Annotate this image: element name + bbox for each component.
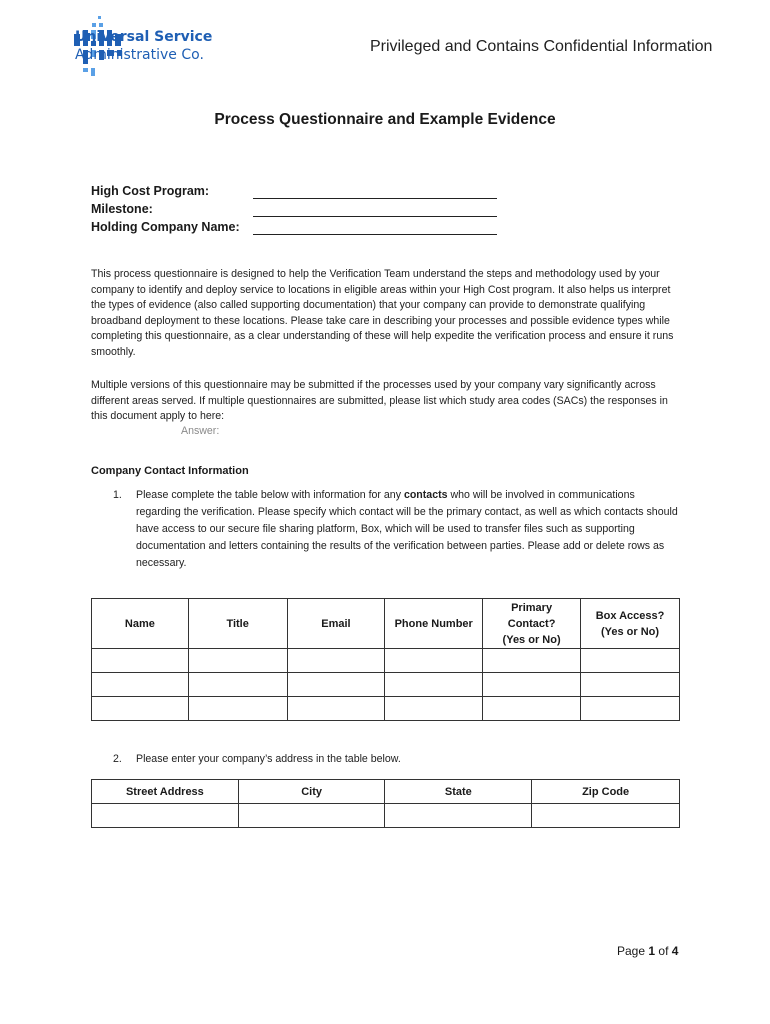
- table-header-row: [92, 599, 680, 649]
- milestone-label: Milestone:: [91, 202, 153, 216]
- logo-line-2: Administrative Co.: [75, 47, 204, 63]
- table-row: [92, 697, 680, 721]
- milestone-field[interactable]: [253, 216, 497, 217]
- section-heading: Company Contact Information: [91, 465, 249, 477]
- col-title: Title: [188, 599, 287, 649]
- table-row: [92, 804, 680, 828]
- header-fields: [91, 182, 240, 236]
- question-1-number: 1.: [113, 489, 122, 501]
- col-zip-code: Zip Code: [532, 780, 680, 804]
- question-2-number: 2.: [113, 753, 122, 765]
- document-title: Process Questionnaire and Example Evidence: [214, 111, 556, 128]
- col-state: State: [385, 780, 532, 804]
- col-name: Name: [92, 599, 189, 649]
- program-field[interactable]: [253, 198, 497, 199]
- multiple-versions-paragraph: Multiple versions of this questionnaire may be submitted if the processes used by your company vary significantly across different areas served. If multiple questionnaires are submitted, please list which study area codes (SACs) the responses in this document apply to here:: [91, 379, 668, 423]
- address-table: [91, 779, 680, 828]
- contacts-table: [91, 598, 680, 721]
- col-primary-contact: Primary Contact? (Yes or No): [483, 599, 581, 649]
- question-2-text: Please enter your company’s address in the table below.: [136, 753, 401, 765]
- confidential-notice: Privileged and Contains Confidential Information: [370, 38, 713, 55]
- intro-paragraph: This process questionnaire is designed to help the Verification Team understand the steps and methodology used by your company to identify and deploy service to locations in eligible areas within your High Cost program. It also helps us interpret the types of evidence (also called supporting documentation) that your company can provide to demonstrate qualifying broadband deployment to these locations. Please take care in describing your processes and possible evidence types while completing this questionnaire, as a clear understanding of these will help expedite the verification process and ensure it runs smoothly.: [91, 268, 674, 358]
- col-email: Email: [287, 599, 385, 649]
- page-number: Page 1 of 4: [617, 944, 679, 958]
- col-phone: Phone Number: [385, 599, 483, 649]
- holding-company-label: Holding Company Name:: [91, 220, 240, 234]
- program-label: High Cost Program:: [91, 184, 210, 198]
- logo-line-1: Universal Service: [75, 29, 213, 45]
- table-header-row: [92, 780, 680, 804]
- col-street-address: Street Address: [92, 780, 239, 804]
- col-city: City: [238, 780, 385, 804]
- table-row: [92, 673, 680, 697]
- holding-company-field[interactable]: [253, 234, 497, 235]
- col-box-access: Box Access? (Yes or No): [581, 599, 680, 649]
- table-row: [92, 649, 680, 673]
- sac-answer-field[interactable]: Answer:: [181, 425, 220, 437]
- question-1-text: Please complete the table below with information for any contacts who will be involved in communications regarding the verification. Please specify which contact will be the primary contact, as well as which contacts should have access to our secure file sharing platform, Box, which will be used to transfer files such as supporting documentation and letters containing the results of the verification between parties. Please add or delete rows as necessary.: [136, 489, 678, 569]
